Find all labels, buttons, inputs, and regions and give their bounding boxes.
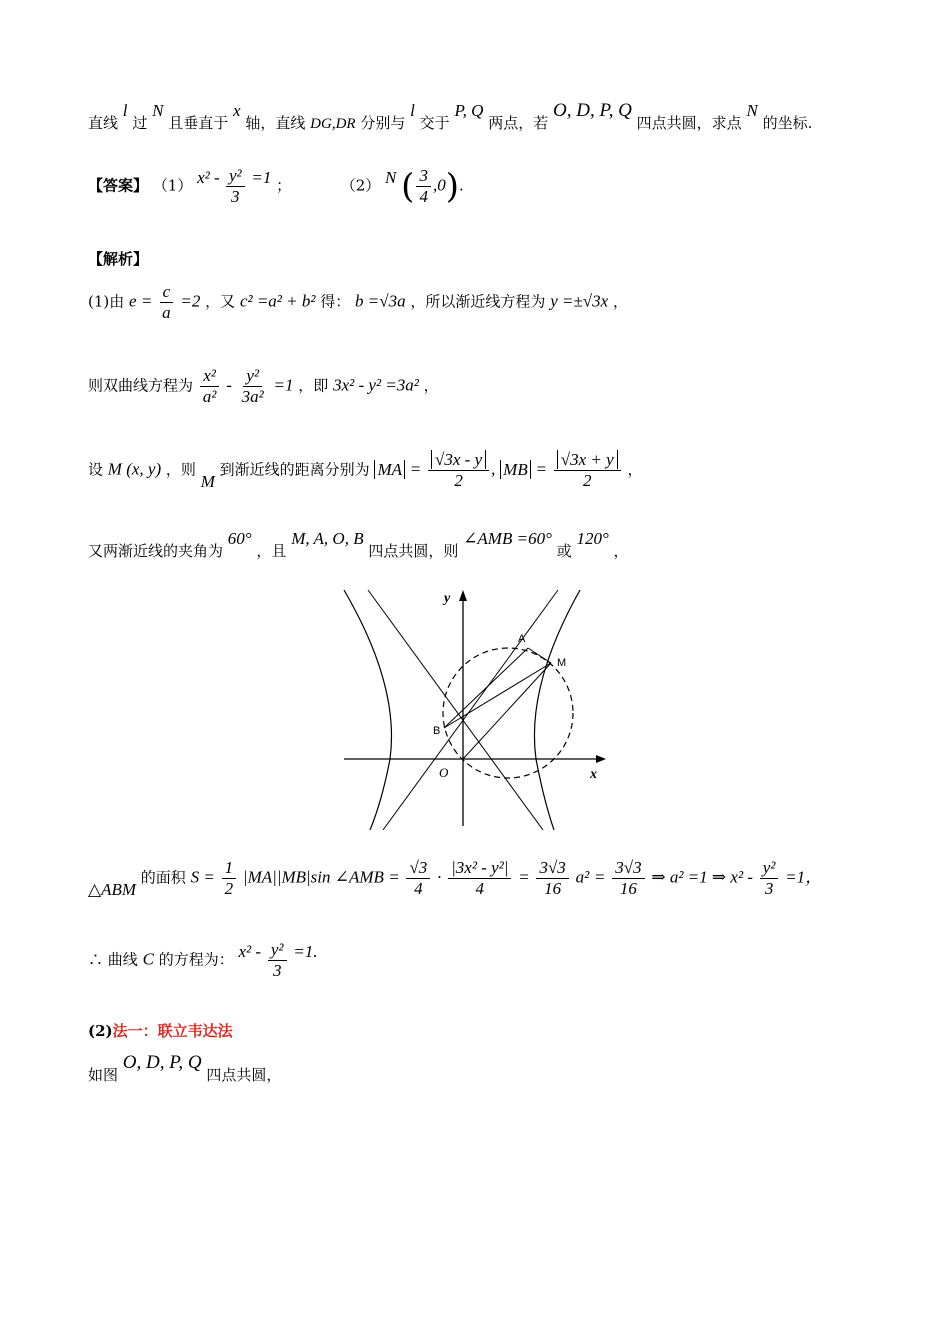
text: 的坐标. [762, 114, 813, 132]
asymptote-2 [383, 590, 558, 830]
text: 则双曲线方程为 [88, 376, 194, 395]
fraction: $\frac{\text{x²}}{\text{a²}}$ [200, 366, 220, 407]
label-O: O [439, 765, 449, 780]
math: b =√3a [355, 291, 406, 311]
y-axis-arrow [459, 590, 467, 601]
fraction: $\frac{3√3}{16}$ [536, 858, 568, 899]
answer-line: 【答案】 （1） x² - $\frac{\text{y²}}{3}$ =1 ； （2） N ( $\frac{3}{4}$ ,0). [88, 166, 464, 207]
math-x: x [233, 101, 241, 120]
fraction: $\frac{\text{|3x² - y²|}}{4}$ [448, 858, 511, 899]
text: ，即 [298, 376, 329, 395]
text: 或 [556, 542, 572, 560]
text: 两点，若 [488, 114, 549, 132]
text: ，且 [256, 542, 287, 560]
fraction: $\frac{1}{2}$ [222, 858, 237, 899]
fraction: $\frac{√3x - y}{2}$ [428, 450, 489, 491]
text: ，所以渐近线方程为 [410, 292, 546, 311]
label-x: x [590, 767, 597, 782]
text: (1)由 [88, 292, 125, 311]
text: 的方程为： [158, 950, 234, 969]
math-M: M [200, 471, 215, 491]
math-l: l [122, 101, 128, 120]
text: ，则 [165, 460, 196, 479]
math: O, D, P, Q [122, 1052, 202, 1073]
fraction: $\frac{√3x + y}{2}$ [554, 450, 621, 491]
label-B: B [433, 725, 441, 737]
step-1: (1)由 e = $\frac{c}{a}$ =2 ，又 c² =a² + b² 得： b =√3a ，所以渐近线方程为 y =±√3x ， [88, 282, 628, 322]
step-2: 则双曲线方程为 $\frac{\text{x²}}{\text{a²}}$ - $\frac{\text{y²}}{\text{3a²}}$ =1 ，即 3x² - y² =3a² ， [88, 366, 439, 406]
step-4: 又两渐近线的夹角为 60° ，且 M, A, O, B 四点共圆，则 ∠AMB =60° 或 120° ， [88, 529, 629, 560]
math: x² - [197, 167, 224, 187]
fraction: $\frac{\text{y²}}{3}$ [226, 166, 245, 207]
text: 且垂直于 [168, 114, 229, 132]
step-7 [88, 1052, 282, 1086]
text: ； [276, 176, 292, 195]
text: 四点共圆， [206, 1066, 282, 1084]
segment-AM [528, 648, 551, 663]
problem-continuation [88, 100, 813, 134]
text: 分别与 [360, 114, 406, 132]
text: ，又 [205, 292, 236, 311]
fraction: $\frac{3}{4}$ [416, 166, 431, 207]
math-l: l [410, 101, 415, 120]
math: 60° [227, 529, 252, 548]
step-3: 设 M (x, y) ，则 M 到渐近线的距离分别为 MA = $\frac{√3x - y}{2}$ , MB = $\frac{√3x + y}{2}$ ， [88, 450, 643, 491]
math: =1 [251, 167, 272, 187]
hyperbola-figure [340, 586, 612, 830]
text: （1） [152, 176, 193, 195]
fraction: $\frac{√3}{4}$ [406, 858, 430, 899]
fraction: $\frac{\text{y²}}{3}$ [268, 940, 287, 981]
text: 曲线 [107, 950, 138, 969]
math-N: N [152, 101, 164, 120]
step-5: △ABM 的面积 S = $\frac{1}{2}$ |MA||MB|sin ∠AMB = $\frac{√3}{4}$ · $\frac{\text{|3x² - y²|}}{4}$ = $\frac{3√3}{16}$ a² = $\frac{3√3}{16}$ ⇒ a² =1 ⇒ x² - $\frac{\text{y²}}{3}$ =1， [88, 858, 823, 899]
label-A: A [518, 633, 526, 645]
math-DGDR: DG,DR [310, 116, 356, 132]
segment-OM [463, 663, 551, 759]
abs-MA: MA [374, 460, 405, 479]
math: ∠AMB =60° [463, 529, 552, 548]
text: 设 [88, 460, 104, 479]
math: M (x, y) [107, 459, 162, 479]
text: 四点共圆，则 [368, 542, 459, 560]
part-label: (2) [88, 1022, 113, 1040]
abs-MB: MB [500, 460, 531, 479]
math: △ABM [88, 879, 137, 899]
text: 直线 [88, 114, 119, 132]
answer-label: 【答案】 [88, 176, 149, 195]
method-title: 法一：联立韦达法 [112, 1022, 233, 1040]
fraction: $\frac{3√3}{16}$ [612, 858, 644, 899]
fraction: $\frac{\text{y²}}{\text{3a²}}$ [241, 366, 264, 406]
text: 的面积 [140, 868, 186, 887]
label-y: y [444, 591, 451, 606]
math: y =±√3x [550, 291, 609, 311]
text: 过 [132, 114, 148, 132]
math-N: N [746, 101, 758, 120]
math-C: C [142, 949, 154, 969]
text: 如图 [88, 1066, 119, 1084]
text: 轴，直线 [245, 114, 306, 132]
label-M: M [557, 657, 567, 669]
text: 得： [320, 292, 351, 311]
math: 120° [576, 529, 609, 548]
asymptote-1 [368, 590, 543, 830]
math: c² =a² + b² [239, 291, 316, 311]
x-axis-arrow [596, 755, 606, 763]
math-N: N [385, 167, 397, 187]
text: 到渐近线的距离分别为 [219, 460, 370, 479]
text: 四点共圆，求点 [636, 114, 742, 132]
therefore-symbol: ∴ [88, 950, 104, 969]
part-2-heading [88, 1020, 233, 1041]
hyperbola-left-branch [344, 590, 392, 830]
math: 3x² - y² =3a² [333, 375, 419, 395]
step-6: ∴ 曲线 C 的方程为： x² - $\frac{\text{y²}}{3}$ =1. [88, 940, 318, 980]
text: 又两渐近线的夹角为 [88, 542, 224, 560]
fraction: $\frac{c}{a}$ [159, 282, 174, 323]
segment-BA [444, 648, 528, 728]
math: e = [129, 291, 153, 311]
text: 交于 [419, 114, 450, 132]
math-PQ: P, Q [454, 101, 484, 120]
math: M, A, O, B [291, 529, 364, 548]
math-ODPQ: O, D, P, Q [553, 100, 632, 121]
analysis-label: 【解析】 [88, 250, 149, 268]
text: （2） [340, 176, 381, 195]
fraction: $\frac{\text{y²}}{3}$ [760, 858, 779, 899]
